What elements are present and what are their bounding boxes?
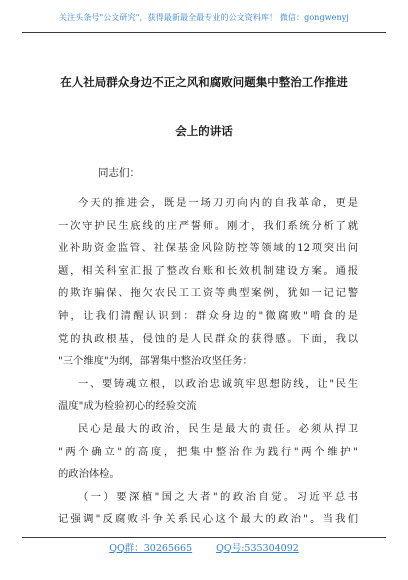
header-banner: 关注头条号"公文研究"，获得最新最全最专业的公文资料库！ 微信：gongwenyj <box>59 13 349 22</box>
body-line: （一）要深植"国之大者"的政治自觉。习近平总书 <box>78 490 358 503</box>
footer-qq-number[interactable]: QQ号:535304092 <box>216 543 299 554</box>
body-line: 的欺诈骗保、拖欠农民工工资等典型案例，犹如一记记警 <box>58 287 358 300</box>
body-line: 一次守护民生底线的庄严誓师。刚才，我们系统分析了就 <box>58 219 358 232</box>
body-line: 温度"成为检验初心的经验交流 <box>58 400 197 413</box>
body-line: "三个维度"为纲，部署集中整治攻坚任务： <box>58 355 253 368</box>
body-line: 民心是最大的政治，民生是最大的责任。必须从捍卫 <box>78 422 358 435</box>
document-title-line-2: 会上的讲话 <box>175 124 233 138</box>
footer-contacts <box>0 540 408 554</box>
footer-divider <box>22 537 386 538</box>
body-line: 钟，让我们清醒认识到：群众身边的"微腐败"啃食的是 <box>58 309 358 322</box>
body-line: 今天的推进会，既是一场刀刃向内的自我革命，更是 <box>78 197 358 209</box>
body-line: 党的执政根基，侵蚀的是人民群众的获得感。下面，我以 <box>58 332 358 345</box>
body-line: 题，相关科室汇报了整改台账和长效机制建设方案。通报 <box>58 264 358 277</box>
body-line: "两个确立"的高度，把集中整治作为践行"两个维护" <box>58 445 358 458</box>
salutation: 同志们： <box>98 167 140 179</box>
header-divider <box>22 32 386 33</box>
document-body <box>58 192 358 531</box>
body-line: 记强调"反腐败斗争关系民心这个最大的政治"。当我们 <box>58 513 358 526</box>
body-line: 的政治体检。 <box>58 468 120 481</box>
body-line: 业补助资金监管、社保基金风险防控等领域的12项突出问 <box>58 242 358 255</box>
body-line: 一、要铸魂立根，以政治忠诚筑牢思想防线，让"民生 <box>78 377 358 390</box>
footer-qq-group[interactable]: QQ群：30265665 <box>109 543 193 554</box>
document-title-line-1: 在人社局群众身边不正之风和腐败问题集中整治工作推进 <box>60 75 348 89</box>
